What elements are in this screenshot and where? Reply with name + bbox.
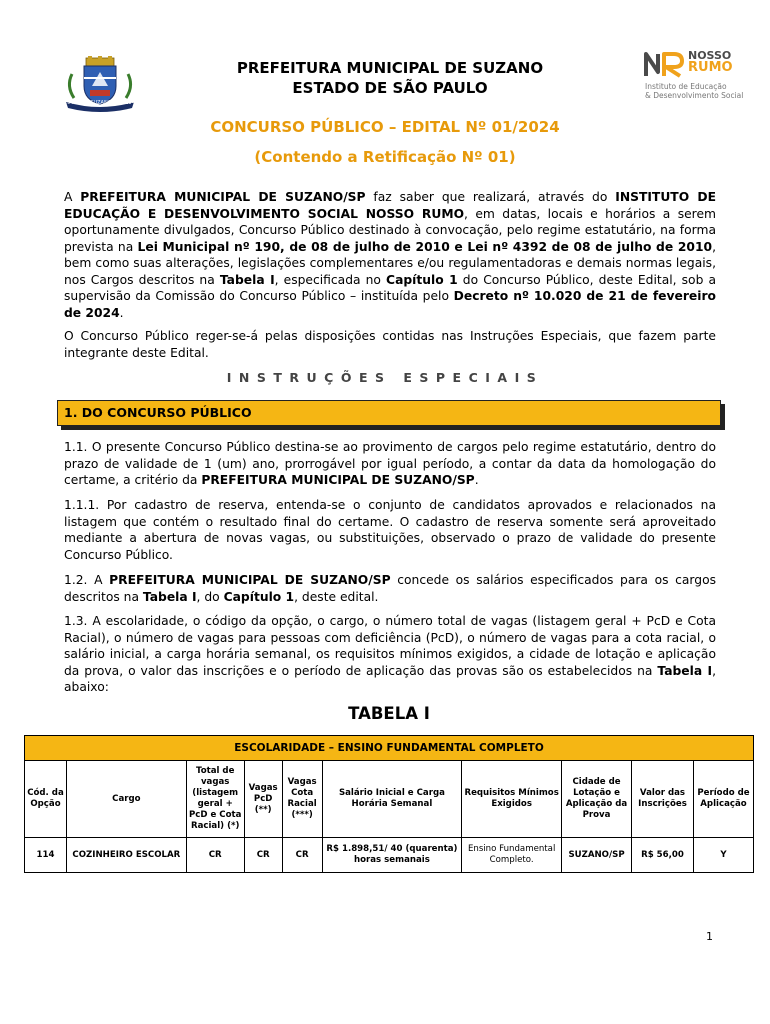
logo-sub1: Instituto de Educação bbox=[645, 82, 727, 91]
section-heading-bar bbox=[57, 400, 721, 426]
vagas-table bbox=[24, 735, 754, 873]
item-1-1: 1.1. O presente Concurso Público destina-se ao provimento de cargos pelo regime estatutário, dentro do prazo de validade de 1 (um) ano, prorrogável por igual período, a contar da data da homologação do certame, a critério da PREFEITURA MUNICIPAL DE SUZANO/SP. bbox=[64, 440, 716, 487]
retificacao-subtitle: (Contendo a Retificação Nº 01) bbox=[254, 148, 516, 166]
cell-valor: R$ 56,00 bbox=[632, 838, 694, 873]
cell-periodo: Y bbox=[693, 838, 753, 873]
crest-ribbon-left: 1949 bbox=[64, 100, 77, 106]
cell-pcd: CR bbox=[244, 838, 282, 873]
document-header-title bbox=[190, 58, 590, 98]
cell-salario: R$ 1.898,51/ 40 (quarenta) horas semanais bbox=[322, 838, 462, 873]
logo-sub2: & Desenvolvimento Social bbox=[645, 91, 744, 100]
header-title-line1: PREFEITURA MUNICIPAL DE SUZANO bbox=[236, 59, 544, 77]
nosso-rumo-logo bbox=[644, 46, 744, 104]
cell-codigo: 114 bbox=[25, 838, 67, 873]
table-header-cell: Vagas PcD (**) bbox=[244, 761, 282, 838]
header-title-line2: ESTADO DE SÃO PAULO bbox=[292, 79, 488, 97]
crest-ribbon-mid: SUZANO bbox=[90, 100, 112, 106]
table-header-cell: Vagas Cota Racial (***) bbox=[282, 761, 322, 838]
item-1-3: 1.3. A escolaridade, o código da opção, o cargo, o número total de vagas (listagem geral + PcD e Cota Racial), o número de vagas para pessoas com deficiência (PcD), o número de vagas para a cota racial, o salário inicial, a carga horária semanal, os requisitos mínimos exigidos, a cidade de lotação e aplicação da prova, o valor das inscrições e o período de aplicação das provas são os estabelecidos na Tabela I, abaixo: bbox=[64, 614, 716, 694]
table-header-row bbox=[25, 761, 754, 838]
table-header-cell: Cargo bbox=[66, 761, 186, 838]
table-header-cell: Salário Inicial e Carga Horária Semanal bbox=[322, 761, 462, 838]
item-1-1-1: 1.1.1. Por cadastro de reserva, entenda-se o conjunto de candidatos aprovados e relacionados na listagem que contém o resultado final do certame. O cadastro de reserva somente será aproveitado mediante a abertura de novas vagas, ou substituições, observado o prazo de validade do presente Concurso Público. bbox=[64, 498, 716, 562]
table-header-cell: Requisitos Mínimos Exigidos bbox=[462, 761, 562, 838]
table-header-cell: Período de Aplicação bbox=[693, 761, 753, 838]
logo-line2: RUMO bbox=[688, 60, 733, 75]
nosso-rumo-mark-icon bbox=[644, 50, 686, 78]
logo-line1: NOSSO bbox=[688, 49, 732, 62]
table-header-cell: Cidade de Lotação e Aplicação da Prova bbox=[562, 761, 632, 838]
logo-subtitle bbox=[645, 82, 743, 100]
cell-requisitos: Ensino Fundamental Completo. bbox=[462, 838, 562, 873]
section-heading: 1. DO CONCURSO PÚBLICO bbox=[64, 405, 252, 420]
table-header-cell: Cód. da Opção bbox=[25, 761, 67, 838]
concurso-title: CONCURSO PÚBLICO – EDITAL Nº 01/2024 bbox=[210, 118, 560, 136]
page-number: 1 bbox=[706, 930, 713, 943]
escolaridade-row: ESCOLARIDADE – ENSINO FUNDAMENTAL COMPLETO bbox=[25, 736, 754, 761]
item-1-2: 1.2. A PREFEITURA MUNICIPAL DE SUZANO/SP concede os salários especificados para os cargos descritos na Tabela I, do Capítulo 1, deste edital. bbox=[64, 573, 717, 604]
table-row bbox=[25, 838, 754, 873]
cell-cargo: COZINHEIRO ESCOLAR bbox=[66, 838, 186, 873]
cell-cidade: SUZANO/SP bbox=[562, 838, 632, 873]
table-header-cell: Valor das Inscrições bbox=[632, 761, 694, 838]
cell-total: CR bbox=[186, 838, 244, 873]
cell-cota: CR bbox=[282, 838, 322, 873]
crest-ribbon bbox=[64, 100, 138, 106]
crest-ribbon-right: 1949 bbox=[125, 100, 138, 106]
table-header-cell: Total de vagas (listagem geral + PcD e Cota Racial) (*) bbox=[186, 761, 244, 838]
instructions-paragraph: O Concurso Público reger-se-á pelas disposições contidas nas Instruções Especiais, que fazem parte integrante deste Edital. bbox=[64, 329, 716, 360]
intro-paragraph: A PREFEITURA MUNICIPAL DE SUZANO/SP faz saber que realizará, através do INSTITUTO DE EDUCAÇÃO E DESENVOLVIMENTO SOCIAL NOSSO RUMO, em datas, locais e horários a serem oportunamente divulgados, Concurso Público destinado à convocação, pelo regime estatutário, na forma prevista na Lei Municipal nº 190, de 08 de julho de 2010 e Lei nº 4392 de 08 de julho de 2010, bem como suas alterações, legislações complementares e/ou regulamentadoras e demais normas legais, nos Cargos descritos na Tabela I, especificada no Capítulo 1 do Concurso Público, deste Edital, sob a supervisão da Comissão do Concurso Público – instituída pelo Decreto nº 10.020 de 21 de fevereiro de 2024. bbox=[64, 190, 717, 320]
instrucoes-especiais-heading: INSTRUÇÕES ESPECIAIS bbox=[226, 370, 544, 385]
tabela-title: TABELA I bbox=[348, 704, 430, 723]
